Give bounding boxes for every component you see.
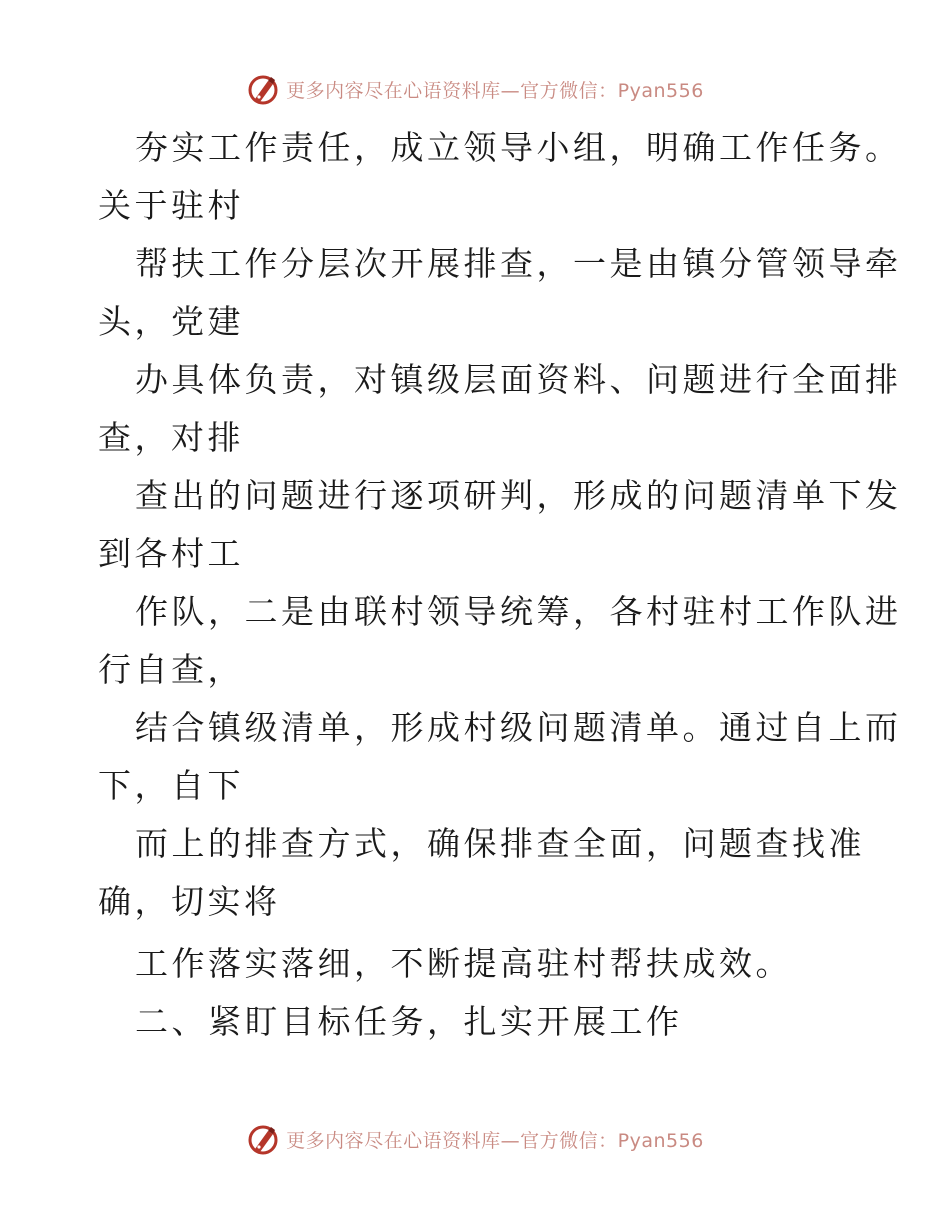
pen-circle-logo-icon: [246, 72, 280, 106]
text-line: 查出的问题进行逐项研判，形成的问题清单下发: [135, 476, 902, 515]
text-line: 行自查，: [98, 650, 244, 689]
footer-watermark: [0, 1122, 950, 1156]
pen-circle-logo-icon: [246, 1122, 280, 1156]
text-line: 确，切实将: [98, 882, 281, 921]
text-line: 作队，二是由联村领导统筹，各村驻村工作队进: [135, 592, 902, 631]
text-line: 到各村工: [98, 534, 244, 573]
text-line: 查，对排: [98, 418, 244, 457]
text-line: 办具体负责，对镇级层面资料、问题进行全面排: [135, 360, 902, 399]
text-line: 结合镇级清单，形成村级问题清单。通过自上而: [135, 708, 902, 747]
watermark-text: 更多内容尽在心语资料库—官方微信：Pyan556: [286, 1129, 704, 1152]
section-heading: 二、紧盯目标任务，扎实开展工作: [135, 1002, 683, 1041]
text-line: 下，自下: [98, 766, 244, 805]
header-watermark: [0, 72, 950, 106]
text-line: 工作落实落细，不断提高驻村帮扶成效。: [135, 944, 792, 983]
text-line: 帮扶工作分层次开展排查，一是由镇分管领导牵: [135, 244, 902, 283]
text-line: 关于驻村: [98, 186, 244, 225]
text-line: 夯实工作责任，成立领导小组，明确工作任务。: [135, 128, 902, 167]
watermark-text: 更多内容尽在心语资料库—官方微信：Pyan556: [286, 79, 704, 102]
text-line: 头，党建: [98, 302, 244, 341]
text-line: 而上的排查方式，确保排查全面，问题查找准: [135, 824, 865, 863]
